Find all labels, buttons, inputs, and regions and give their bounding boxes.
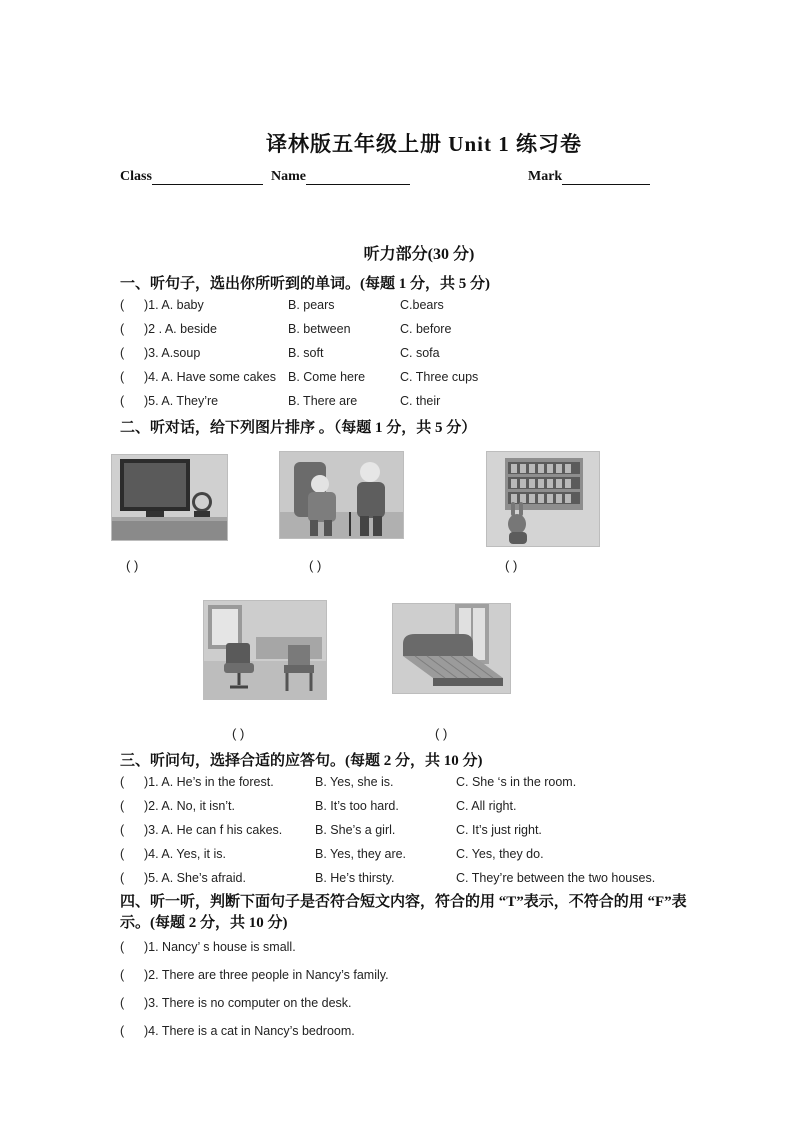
answer-paren[interactable]: (	[120, 775, 125, 789]
order-blank[interactable]: ( )	[126, 558, 139, 573]
question-option-b: B. It’s too hard.	[315, 799, 399, 813]
question-option-a: )2 . A. beside	[144, 322, 217, 336]
question-option-a: )3. A. He can f his cakes.	[144, 823, 283, 837]
question-option-c: C. sofa	[400, 346, 440, 360]
order-blank[interactable]: ( )	[309, 558, 322, 573]
answer-paren[interactable]: (	[120, 871, 125, 885]
question-option-a: )5. A. She’s afraid.	[144, 871, 246, 885]
class-blank[interactable]	[152, 170, 263, 185]
answer-paren[interactable]: (	[120, 823, 125, 837]
answer-paren[interactable]: (	[120, 968, 125, 982]
question-option-a: )1. A. baby	[144, 298, 204, 312]
grandpa-boy-picture	[279, 451, 404, 539]
question-option-c: C. They’re between the two houses.	[456, 871, 656, 885]
tv-picture	[111, 454, 228, 541]
name-field	[271, 169, 410, 185]
question-option-b: B. Yes, she is.	[315, 775, 394, 789]
answer-paren[interactable]: (	[120, 322, 125, 336]
order-blank[interactable]: ( )	[232, 726, 245, 741]
page-title: 译林版五年级上册 Unit 1 练习卷	[266, 132, 582, 156]
answer-paren[interactable]: (	[120, 1024, 125, 1038]
question-option-b: B. Yes, they are.	[315, 847, 407, 861]
question-option-b: B. He’s thirsty.	[315, 871, 395, 885]
answer-paren[interactable]: (	[120, 370, 125, 384]
question-option-c: C. It’s just right.	[456, 823, 542, 837]
mark-blank[interactable]	[562, 170, 650, 185]
section-1-heading: 一、听句子，选出你所听到的单词。(每题 1 分，共 5 分)	[120, 276, 490, 292]
name-blank[interactable]	[306, 170, 410, 185]
question-option-b: B. There are	[288, 394, 358, 408]
question-option-c: C. Three cups	[400, 370, 479, 384]
question-option-a: )1. A. He’s in the forest.	[144, 775, 274, 789]
class-field	[120, 169, 263, 185]
section-4-heading: 四、听一听，判断下面句子是否符合短文内容，符合的用 “T”表示，不符合的用 “F”表	[120, 894, 687, 910]
question-option-a: )4. A. Have some cakes	[144, 370, 277, 384]
question-option-b: B. soft	[288, 346, 324, 360]
statement-text: )1. Nancy’ s house is small.	[144, 940, 296, 954]
answer-paren[interactable]: (	[120, 346, 125, 360]
order-blank[interactable]: ( )	[435, 726, 448, 741]
class-label: Class	[120, 169, 152, 184]
section-2-heading: 二、听对话，给下列图片排序 。（每题 1 分，共 5 分）	[120, 420, 477, 436]
question-option-c: C. their	[400, 394, 441, 408]
order-blank[interactable]: ( )	[505, 558, 518, 573]
question-option-b: B. She’s a girl.	[315, 823, 396, 837]
room-chairs-picture	[203, 600, 327, 700]
section-4-heading-cont: 示。(每题 2 分，共 10 分)	[120, 915, 288, 931]
bed-picture	[392, 603, 511, 694]
part-title: 听力部分(30 分)	[363, 246, 475, 263]
question-option-c: C. She ‘s in the room.	[456, 775, 577, 789]
name-label: Name	[271, 169, 306, 184]
question-option-b: B. Come here	[288, 370, 366, 384]
mark-label: Mark	[528, 169, 563, 184]
answer-paren[interactable]: (	[120, 940, 125, 954]
question-option-c: C. All right.	[456, 799, 517, 813]
answer-paren[interactable]: (	[120, 847, 125, 861]
answer-paren[interactable]: (	[120, 298, 125, 312]
question-option-a: )4. A. Yes, it is.	[144, 847, 226, 861]
answer-paren[interactable]: (	[120, 799, 125, 813]
question-option-a: )3. A.soup	[144, 346, 201, 360]
statement-text: )4. There is a cat in Nancy’s bedroom.	[144, 1024, 355, 1038]
question-option-c: C. Yes, they do.	[456, 847, 544, 861]
statement-text: )2. There are three people in Nancy’s family.	[144, 968, 389, 982]
question-option-b: B. between	[288, 322, 351, 336]
answer-paren[interactable]: (	[120, 394, 125, 408]
statement-text: )3. There is no computer on the desk.	[144, 996, 352, 1010]
mark-field	[528, 169, 650, 185]
question-option-c: C. before	[400, 322, 452, 336]
answer-paren[interactable]: (	[120, 996, 125, 1010]
section-3-heading: 三、听问句，选择合适的应答句。(每题 2 分，共 10 分)	[120, 753, 483, 769]
question-option-b: B. pears	[288, 298, 335, 312]
question-option-a: )5. A. They’re	[144, 394, 219, 408]
question-option-a: )2. A. No, it isn’t.	[144, 799, 236, 813]
question-option-c: C.bears	[400, 298, 444, 312]
bookshelf-rabbit-picture	[486, 451, 600, 547]
